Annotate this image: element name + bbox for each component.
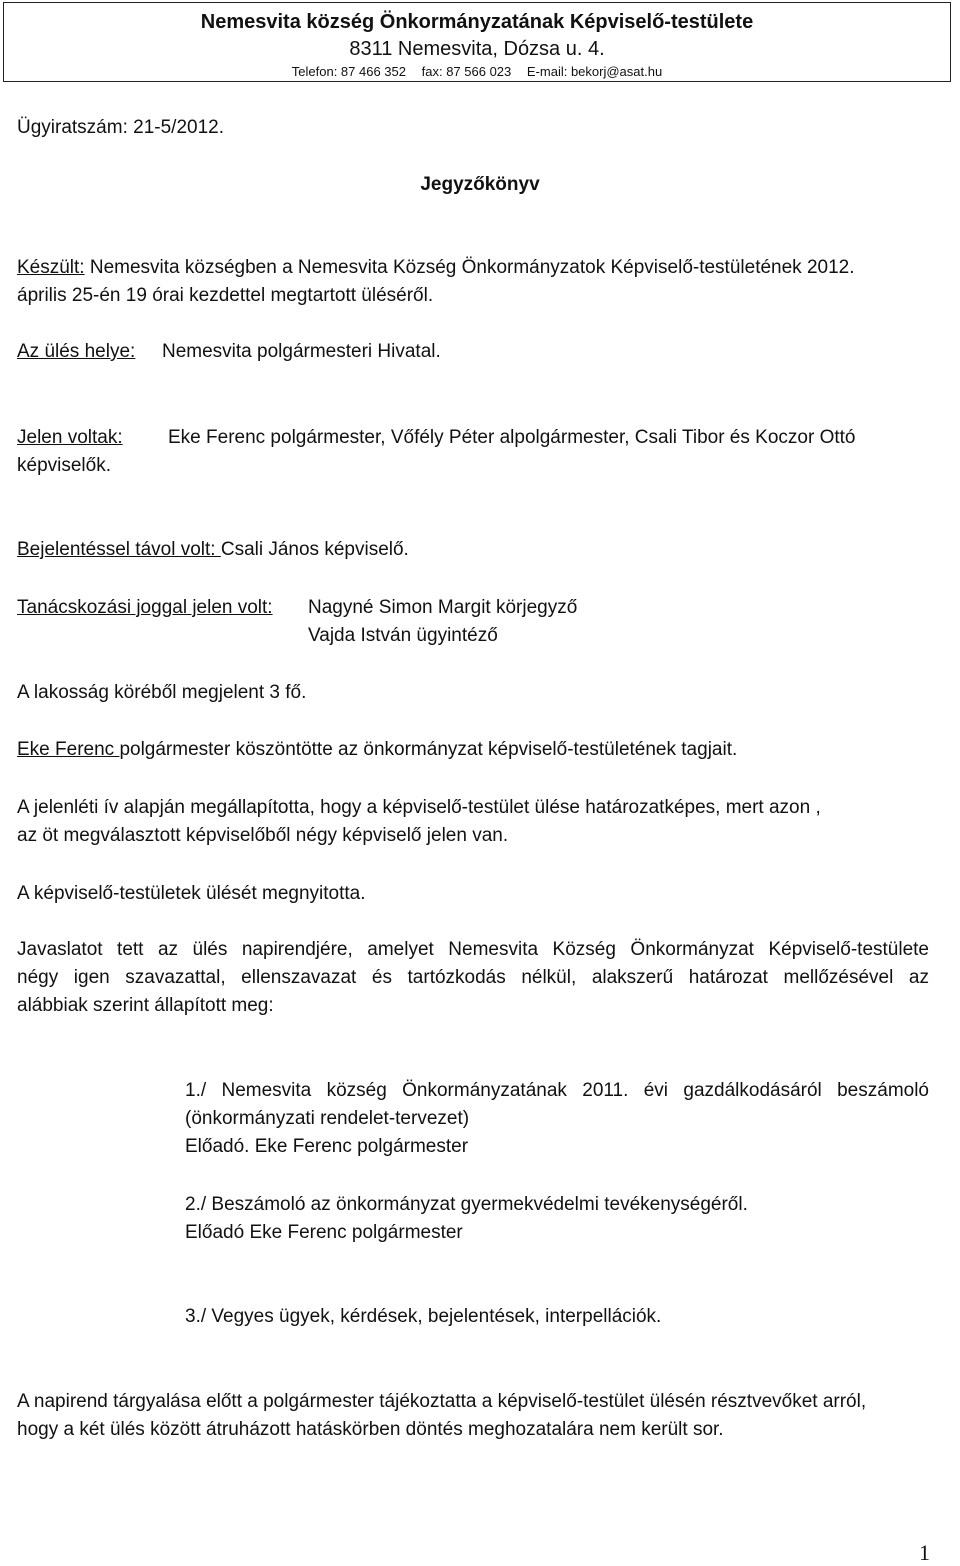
proposal-line-3: alábbiak szerint állapított meg:: [17, 995, 274, 1016]
present-line-2: képviselők.: [17, 455, 111, 476]
venue-label: Az ülés helye:: [17, 341, 136, 362]
made-text-1: Nemesvita községben a Nemesvita Község Önkormányzatok Képviselő-testületének 2012.: [84, 257, 855, 278]
present-label: Jelen voltak:: [17, 427, 123, 448]
agenda-item-3-line-1: 3./ Vegyes ügyek, kérdések, bejelentések, interpellációk.: [185, 1306, 662, 1327]
letterhead-fax: fax: 87 566 023: [421, 64, 512, 79]
document-title: Jegyzőkönyv: [420, 174, 540, 195]
agenda-item-2-presenter: Előadó Eke Ferenc polgármester: [185, 1222, 463, 1243]
made-line-2: április 25-én 19 órai kezdettel megtartott üléséről.: [17, 285, 434, 306]
absent-value: Csali János képviselő.: [220, 539, 409, 560]
quorum-line-1: A jelenléti ív alapján megállapította, hogy a képviselő-testület ülése határozatképes, mert azon ,: [17, 797, 821, 818]
made-label: Készült:: [17, 257, 85, 278]
letterhead-email: E-mail: bekorj@asat.hu: [526, 64, 663, 79]
letterhead-phone: Telefon: 87 466 352: [291, 64, 406, 79]
proposal-line-2: négy igen szavazattal, ellenszavazat és tartózkodás nélkül, alakszerű határozat mellőzésével az: [17, 967, 929, 988]
letterhead-contacts: [4, 65, 950, 78]
letterhead: [3, 2, 951, 82]
letterhead-address: 8311 Nemesvita, Dózsa u. 4.: [349, 38, 605, 60]
letterhead-title: Nemesvita község Önkormányzatának Képviselő-testülete: [200, 11, 754, 33]
agenda-item-1-line-2: (önkormányzati rendelet-tervezet): [185, 1108, 470, 1129]
page-number: 1: [919, 1540, 930, 1565]
public-attendance: A lakosság köréből megjelent 3 fő.: [17, 682, 307, 703]
advisory-person-2: Vajda István ügyintéző: [308, 625, 498, 646]
advisory-person-1: Nagyné Simon Margit körjegyző: [308, 597, 578, 618]
present-line-1: Eke Ferenc polgármester, Vőfély Péter alpolgármester, Csali Tibor és Koczor Ottó: [168, 427, 856, 448]
greeting-text: polgármester köszöntötte az önkormányzat képviselő-testületének tagjait.: [119, 739, 738, 760]
briefing-line-1: A napirend tárgyalása előtt a polgármester tájékoztatta a képviselő-testület ülésén résztvevőket arról,: [17, 1391, 867, 1412]
briefing-line-2: hogy a két ülés között átruházott hatáskörben döntés meghozatalára nem került sor.: [17, 1419, 724, 1440]
agenda-item-1-line-1: 1./ Nemesvita község Önkormányzatának 2011. évi gazdálkodásáról beszámoló: [185, 1080, 929, 1101]
venue-value: Nemesvita polgármesteri Hivatal.: [162, 341, 441, 362]
agenda-item-1-presenter: Előadó. Eke Ferenc polgármester: [185, 1136, 469, 1157]
agenda-item-2-line-1: 2./ Beszámoló az önkormányzat gyermekvédelmi tevékenységéről.: [185, 1194, 748, 1215]
opening-statement: A képviselő-testületek ülését megnyitotta.: [17, 883, 366, 904]
made-line-1: [17, 254, 855, 282]
proposal-line-1: Javaslatot tett az ülés napirendjére, amelyet Nemesvita Község Önkormányzat Képviselő-testülete: [17, 939, 929, 960]
quorum-line-2: az öt megválasztott képviselőből négy képviselő jelen van.: [17, 825, 509, 846]
greeting-name: Eke Ferenc: [17, 739, 120, 760]
greeting-line: [17, 736, 737, 764]
absent-line: [17, 536, 409, 564]
advisory-label: Tanácskozási joggal jelen volt:: [17, 597, 273, 618]
absent-label: Bejelentéssel távol volt:: [17, 539, 221, 560]
file-number: Ügyiratszám: 21-5/2012.: [17, 117, 224, 138]
